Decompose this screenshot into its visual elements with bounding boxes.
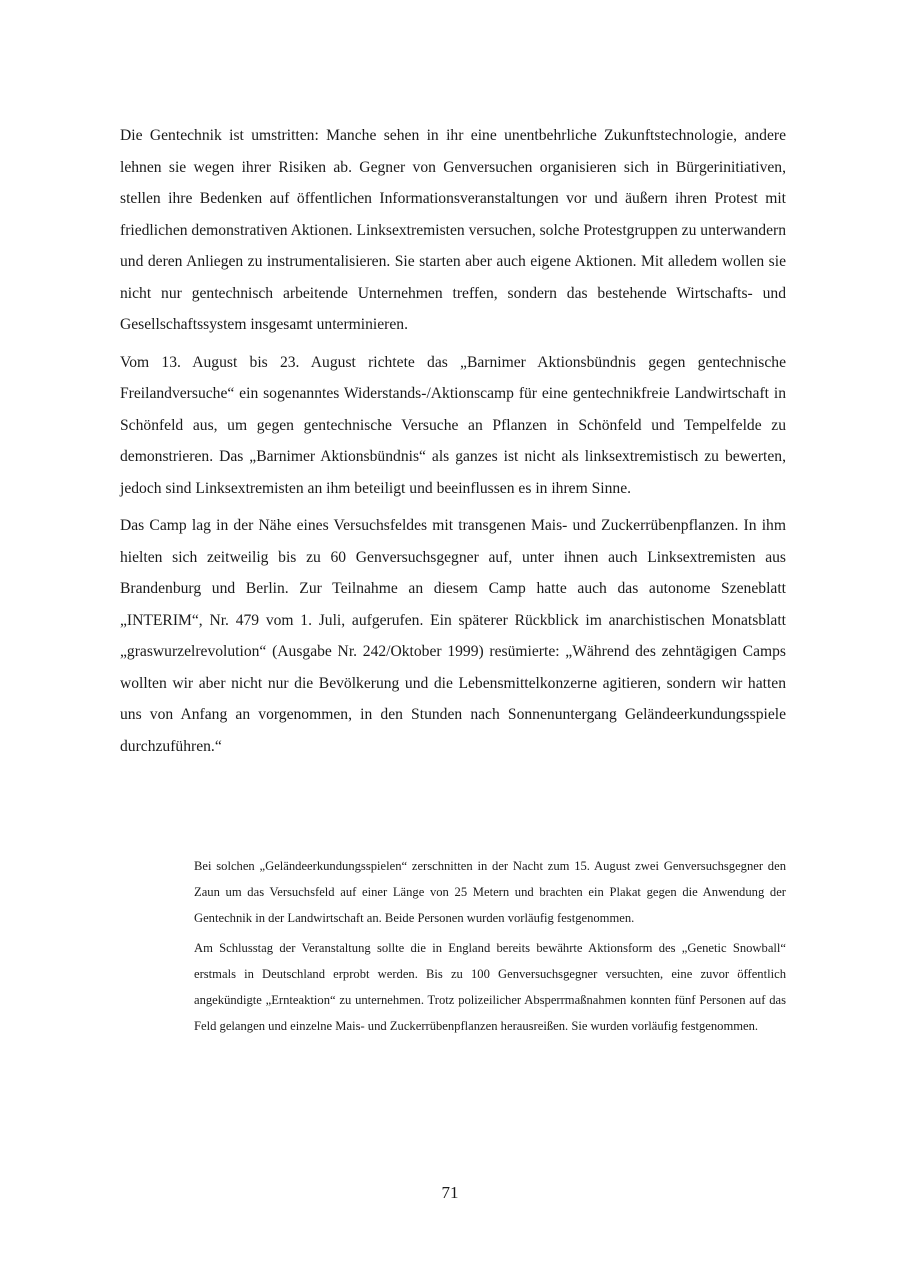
- page-number: 71: [441, 1183, 459, 1202]
- paragraph-gentechnik-intro: Die Gentechnik ist umstritten: Manche sehen in ihr eine unentbehrliche Zukunftstechnologie, andere lehnen sie wegen ihrer Risiken ab. Gegner von Genversuchen organisieren sich in Bürgerinitiativen, stellen ihre Bedenken auf öffentlichen Informationsveranstaltungen vor und äußern ihren Protest mit friedlichen demonstrativen Aktionen. Linksextremisten versuchen, solche Protestgruppen zu unterwandern und deren Anliegen zu instrumentalisieren. Sie starten aber auch eigene Aktionen. Mit alledem wollen sie nicht nur gentechnisch arbeitende Unternehmen treffen, sondern das bestehende Wirtschafts- und Gesellschaftssystem insgesamt unterminieren.: [120, 127, 787, 333]
- paragraph-genetic-snowball: Am Schlusstag der Veranstaltung sollte die in England bereits bewährte Aktionsform des „Genetic Snowball“ erstmals in Deutschland erprobt werden. Bis zu 100 Genversuchsgegner versuchten, eine zuvor öffentlich angekündigte „Ernteaktion“ zu unternehmen. Trotz polizeilicher Absperrmaßnahmen konnten fünf Personen auf das Feld gelangen und einzelne Mais- und Zuckerrübenpflanzen herausreißen. Sie wurden vorläufig festgenommen.: [194, 941, 786, 1033]
- paragraph-aktionscamp: Vom 13. August bis 23. August richtete das „Barnimer Aktionsbündnis gegen gentechnische Freilandversuche“ ein sogenanntes Widerstands-/Aktionscamp für eine gentechnikfreie Landwirtschaft in Schönfeld aus, um gegen gentechnische Versuche an Pflanzen in Schönfeld und Tempelfelde zu demonstrieren. Das „Barnimer Aktionsbündnis“ als ganzes ist nicht als linksextremistisch zu bewerten, jedoch sind Linksextremisten an ihm beteiligt und beeinflussen es in ihrem Sinne.: [120, 353, 786, 497]
- main-text-block: [120, 120, 786, 768]
- paragraph-zaun-zerschnitten: Bei solchen „Geländeerkundungsspielen“ zerschnitten in der Nacht zum 15. August zwei Genversuchsgegner den Zaun um das Versuchsfeld auf einer Länge von 25 Metern und brachten ein Plakat gegen die Anwendung der Gentechnik in der Landwirtschaft an. Beide Personen wurden vorläufig festgenommen.: [194, 859, 786, 925]
- indented-text-block: [194, 853, 786, 1043]
- paragraph-camp-details: Das Camp lag in der Nähe eines Versuchsfeldes mit transgenen Mais- und Zuckerrübenpflanzen. In ihm hielten sich zeitweilig bis zu 60 Genversuchsgegner auf, unter ihnen auch Linksextremisten aus Brandenburg und Berlin. Zur Teilnahme an diesem Camp hatte auch das autonome Szeneblatt „INTERIM“, Nr. 479 vom 1. Juli, aufgerufen. Ein späterer Rückblick im anarchistischen Monatsblatt „graswurzelrevolution“ (Ausgabe Nr. 242/Oktober 1999) resümierte: „Während des zehntägigen Camps wollten wir aber nicht nur die Bevölkerung und die Lebensmittelkonzerne agitieren, sondern wir hatten uns von Anfang an vorgenommen, in den Stunden nach Sonnenuntergang Geländeerkundungsspiele durchzuführen.“: [120, 517, 786, 755]
